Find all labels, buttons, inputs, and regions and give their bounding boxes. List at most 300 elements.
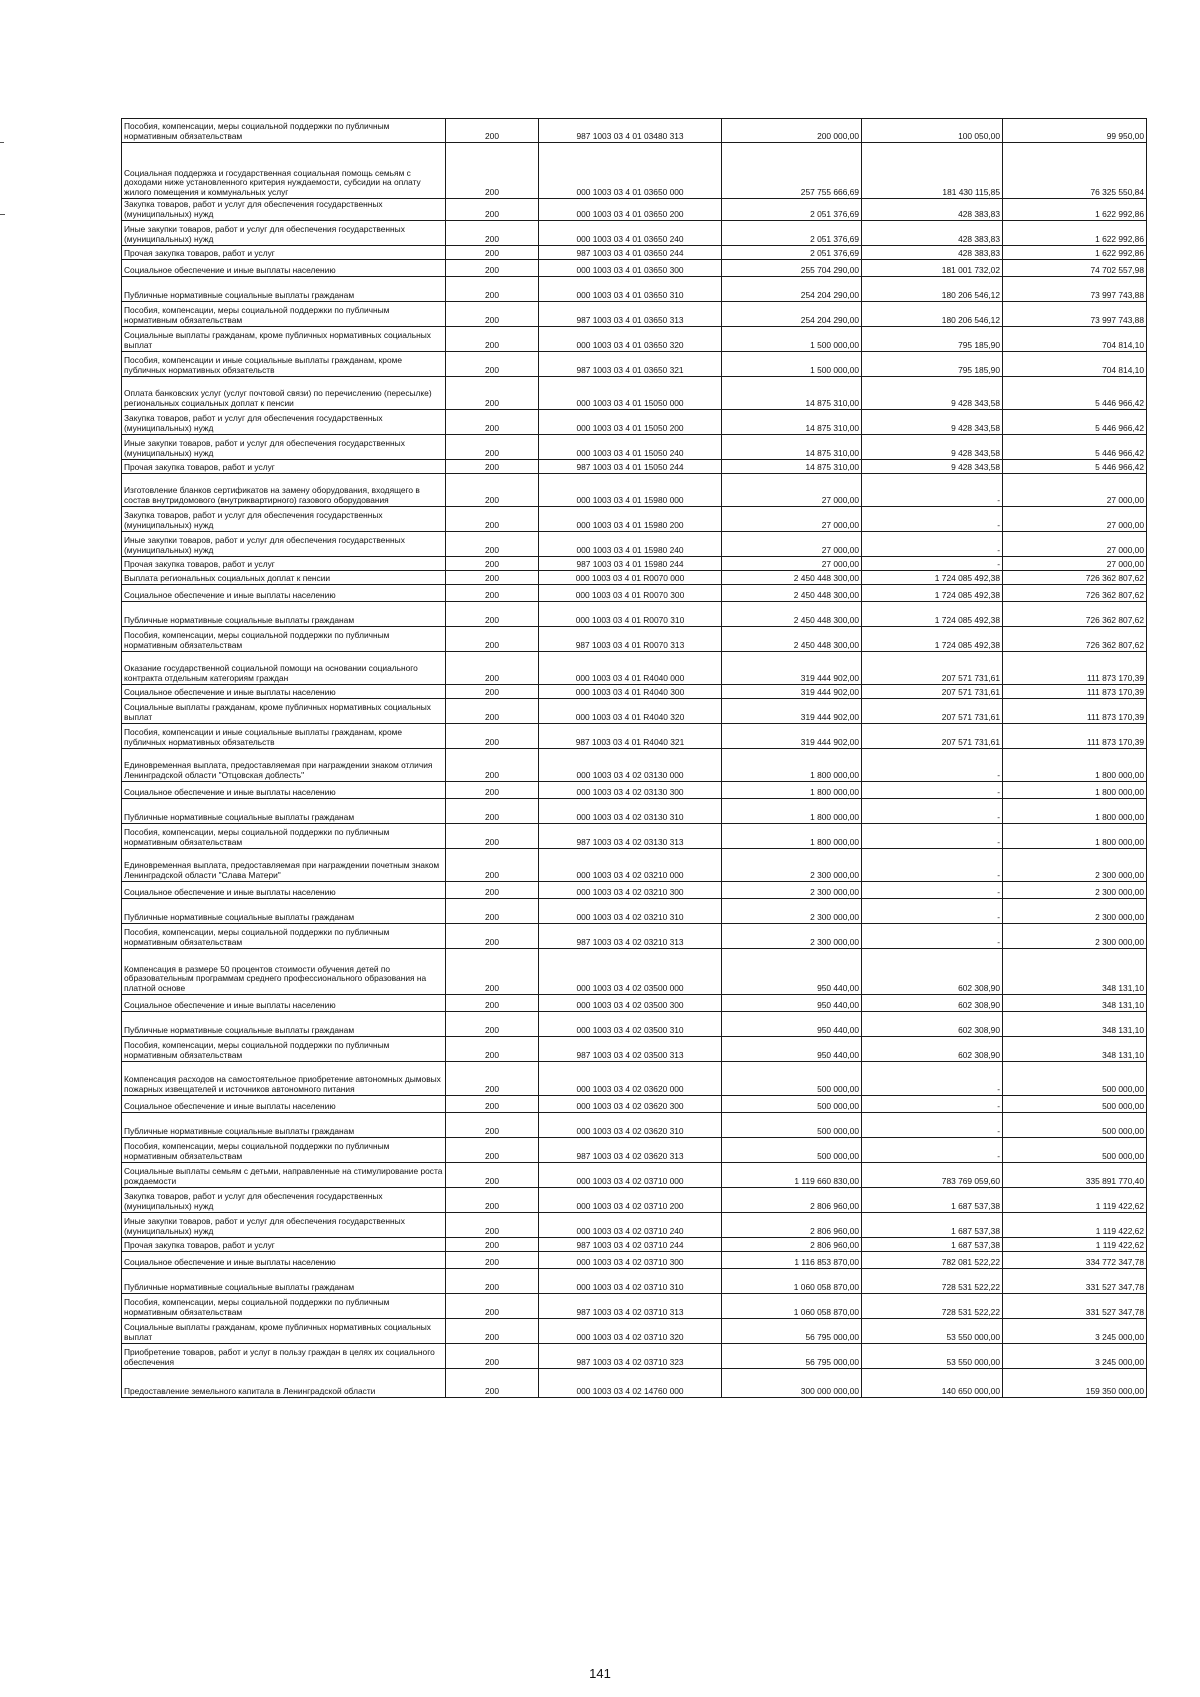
- row-name: Пособия, компенсации, меры социальной поддержки по публичным нормативным обязательствам: [122, 1138, 446, 1163]
- row-classification-code: 987 1003 03 4 01 03650 313: [539, 302, 722, 327]
- row-approved-amount: 2 300 000,00: [722, 882, 862, 899]
- row-name: Приобретение товаров, работ и услуг в пользу граждан в целях их социального обеспечения: [122, 1344, 446, 1369]
- table-row: [122, 260, 1147, 277]
- row-unexecuted-amount: 726 362 807,62: [1003, 602, 1147, 627]
- row-line-code: 200: [446, 1319, 539, 1344]
- row-executed-amount: 1 687 537,38: [862, 1188, 1003, 1213]
- row-unexecuted-amount: 2 300 000,00: [1003, 849, 1147, 882]
- table-row: [122, 532, 1147, 557]
- row-unexecuted-amount: 5 446 966,42: [1003, 460, 1147, 474]
- row-approved-amount: 56 795 000,00: [722, 1344, 862, 1369]
- row-approved-amount: 254 204 290,00: [722, 302, 862, 327]
- row-name: Социальная поддержка и государственная социальная помощь семьям с доходами ниже установленного критерия нуждаемости, субсидии на оплату жилого помещения и коммунальных услуг: [122, 143, 446, 199]
- row-line-code: 200: [446, 1062, 539, 1096]
- table-row: [122, 882, 1147, 899]
- row-line-code: 200: [446, 277, 539, 302]
- row-name: Предоставление земельного капитала в Ленинградской области: [122, 1369, 446, 1398]
- table-row: [122, 1096, 1147, 1113]
- row-executed-amount: 783 769 059,60: [862, 1163, 1003, 1188]
- row-name: Единовременная выплата, предоставляемая при награждении знаком отличия Ленинградской области "Отцовская доблесть": [122, 749, 446, 782]
- row-classification-code: 000 1003 03 4 01 R0070 310: [539, 602, 722, 627]
- row-unexecuted-amount: 2 300 000,00: [1003, 899, 1147, 924]
- row-line-code: 200: [446, 1138, 539, 1163]
- row-name: Иные закупки товаров, работ и услуг для обеспечения государственных (муниципальных) нужд: [122, 1213, 446, 1238]
- table-row: [122, 685, 1147, 699]
- row-executed-amount: 9 428 343,58: [862, 435, 1003, 460]
- row-name: Прочая закупка товаров, работ и услуг: [122, 246, 446, 260]
- table-row: [122, 724, 1147, 749]
- row-name: Публичные нормативные социальные выплаты гражданам: [122, 1269, 446, 1294]
- row-executed-amount: 1 724 085 492,38: [862, 627, 1003, 652]
- row-unexecuted-amount: 726 362 807,62: [1003, 627, 1147, 652]
- row-approved-amount: 319 444 902,00: [722, 724, 862, 749]
- table-row: [122, 460, 1147, 474]
- row-name: Оплата банковских услуг (услуг почтовой связи) по перечислению (пересылке) региональных социальных доплат к пенсии: [122, 377, 446, 410]
- table-row: [122, 924, 1147, 949]
- table-row: [122, 699, 1147, 724]
- row-executed-amount: 207 571 731,61: [862, 652, 1003, 685]
- table-row: [122, 327, 1147, 352]
- row-approved-amount: 2 300 000,00: [722, 924, 862, 949]
- row-unexecuted-amount: 726 362 807,62: [1003, 585, 1147, 602]
- row-name: Пособия, компенсации, меры социальной поддержки по публичным нормативным обязательствам: [122, 1294, 446, 1319]
- row-classification-code: 000 1003 03 4 02 03620 300: [539, 1096, 722, 1113]
- row-classification-code: 000 1003 03 4 02 03710 300: [539, 1252, 722, 1269]
- row-classification-code: 000 1003 03 4 02 03620 000: [539, 1062, 722, 1096]
- table-row: [122, 995, 1147, 1012]
- row-line-code: 200: [446, 1269, 539, 1294]
- row-unexecuted-amount: 111 873 170,39: [1003, 724, 1147, 749]
- row-classification-code: 000 1003 03 4 01 15050 200: [539, 410, 722, 435]
- table-row: [122, 799, 1147, 824]
- row-name: Прочая закупка товаров, работ и услуг: [122, 557, 446, 571]
- row-unexecuted-amount: 5 446 966,42: [1003, 377, 1147, 410]
- row-unexecuted-amount: 726 362 807,62: [1003, 571, 1147, 585]
- row-approved-amount: 319 444 902,00: [722, 652, 862, 685]
- row-executed-amount: 100 050,00: [862, 119, 1003, 143]
- row-name: Прочая закупка товаров, работ и услуг: [122, 460, 446, 474]
- row-name: Оказание государственной социальной помощи на основании социального контракта отдельным категориям граждан: [122, 652, 446, 685]
- row-classification-code: 000 1003 03 4 01 R4040 300: [539, 685, 722, 699]
- row-line-code: 200: [446, 1369, 539, 1398]
- row-executed-amount: 602 308,90: [862, 949, 1003, 995]
- row-approved-amount: 257 755 666,69: [722, 143, 862, 199]
- row-line-code: 200: [446, 924, 539, 949]
- row-line-code: 200: [446, 699, 539, 724]
- row-classification-code: 000 1003 03 4 01 03650 300: [539, 260, 722, 277]
- scan-mark: [0, 142, 4, 143]
- row-classification-code: 987 1003 03 4 02 03710 244: [539, 1238, 722, 1252]
- row-approved-amount: 2 300 000,00: [722, 849, 862, 882]
- row-executed-amount: -: [862, 849, 1003, 882]
- row-approved-amount: 1 800 000,00: [722, 799, 862, 824]
- row-executed-amount: 1 687 537,38: [862, 1238, 1003, 1252]
- row-classification-code: 987 1003 03 4 02 03710 313: [539, 1294, 722, 1319]
- row-executed-amount: -: [862, 749, 1003, 782]
- row-unexecuted-amount: 3 245 000,00: [1003, 1319, 1147, 1344]
- row-approved-amount: 1 119 660 830,00: [722, 1163, 862, 1188]
- table-row: [122, 585, 1147, 602]
- row-line-code: 200: [446, 1294, 539, 1319]
- row-classification-code: 987 1003 03 4 02 03710 323: [539, 1344, 722, 1369]
- row-unexecuted-amount: 331 527 347,78: [1003, 1269, 1147, 1294]
- row-approved-amount: 14 875 310,00: [722, 460, 862, 474]
- row-name: Единовременная выплата, предоставляемая при награждении почетным знаком Ленинградской области "Слава Матери": [122, 849, 446, 882]
- row-unexecuted-amount: 5 446 966,42: [1003, 435, 1147, 460]
- table-row: [122, 782, 1147, 799]
- row-approved-amount: 14 875 310,00: [722, 435, 862, 460]
- row-classification-code: 000 1003 03 4 01 03650 310: [539, 277, 722, 302]
- row-name: Пособия, компенсации, меры социальной поддержки по публичным нормативным обязательствам: [122, 924, 446, 949]
- table-row: [122, 302, 1147, 327]
- row-classification-code: 000 1003 03 4 02 03210 300: [539, 882, 722, 899]
- row-executed-amount: 1 724 085 492,38: [862, 585, 1003, 602]
- row-line-code: 200: [446, 1163, 539, 1188]
- row-approved-amount: 254 204 290,00: [722, 277, 862, 302]
- table-row: [122, 602, 1147, 627]
- row-unexecuted-amount: 5 446 966,42: [1003, 410, 1147, 435]
- row-executed-amount: -: [862, 924, 1003, 949]
- table-row: [122, 246, 1147, 260]
- budget-table-page: [121, 118, 1146, 1398]
- table-row: [122, 949, 1147, 995]
- row-line-code: 200: [446, 260, 539, 277]
- table-row: [122, 352, 1147, 377]
- row-classification-code: 000 1003 03 4 01 R4040 000: [539, 652, 722, 685]
- table-row: [122, 1252, 1147, 1269]
- row-unexecuted-amount: 704 814,10: [1003, 327, 1147, 352]
- row-approved-amount: 200 000,00: [722, 119, 862, 143]
- row-line-code: 200: [446, 246, 539, 260]
- table-row: [122, 221, 1147, 246]
- row-name: Социальные выплаты гражданам, кроме публичных нормативных социальных выплат: [122, 699, 446, 724]
- table-row: [122, 1138, 1147, 1163]
- row-approved-amount: 255 704 290,00: [722, 260, 862, 277]
- row-approved-amount: 1 116 853 870,00: [722, 1252, 862, 1269]
- row-classification-code: 987 1003 03 4 02 03210 313: [539, 924, 722, 949]
- row-name: Иные закупки товаров, работ и услуг для обеспечения государственных (муниципальных) нужд: [122, 435, 446, 460]
- row-line-code: 200: [446, 507, 539, 532]
- row-approved-amount: 500 000,00: [722, 1138, 862, 1163]
- table-row: [122, 119, 1147, 143]
- row-approved-amount: 1 800 000,00: [722, 749, 862, 782]
- table-row: [122, 1269, 1147, 1294]
- row-line-code: 200: [446, 119, 539, 143]
- row-approved-amount: 2 806 960,00: [722, 1213, 862, 1238]
- row-unexecuted-amount: 1 119 422,62: [1003, 1213, 1147, 1238]
- row-name: Компенсация в размере 50 процентов стоимости обучения детей по образовательным программам среднего профессионального образования на платной основе: [122, 949, 446, 995]
- row-classification-code: 987 1003 03 4 01 03480 313: [539, 119, 722, 143]
- row-name: Закупка товаров, работ и услуг для обеспечения государственных (муниципальных) нужд: [122, 410, 446, 435]
- row-approved-amount: 2 051 376,69: [722, 246, 862, 260]
- table-row: [122, 899, 1147, 924]
- row-executed-amount: -: [862, 474, 1003, 507]
- row-approved-amount: 56 795 000,00: [722, 1319, 862, 1344]
- row-unexecuted-amount: 1 119 422,62: [1003, 1238, 1147, 1252]
- table-row: [122, 749, 1147, 782]
- row-unexecuted-amount: 704 814,10: [1003, 352, 1147, 377]
- row-line-code: 200: [446, 1188, 539, 1213]
- row-unexecuted-amount: 3 245 000,00: [1003, 1344, 1147, 1369]
- row-approved-amount: 1 800 000,00: [722, 824, 862, 849]
- row-approved-amount: 2 806 960,00: [722, 1238, 862, 1252]
- row-executed-amount: 180 206 546,12: [862, 302, 1003, 327]
- row-unexecuted-amount: 348 131,10: [1003, 995, 1147, 1012]
- row-approved-amount: 14 875 310,00: [722, 410, 862, 435]
- row-unexecuted-amount: 500 000,00: [1003, 1096, 1147, 1113]
- row-line-code: 200: [446, 724, 539, 749]
- row-classification-code: 000 1003 03 4 01 15980 000: [539, 474, 722, 507]
- row-unexecuted-amount: 27 000,00: [1003, 474, 1147, 507]
- row-executed-amount: 207 571 731,61: [862, 724, 1003, 749]
- row-classification-code: 000 1003 03 4 01 R0070 300: [539, 585, 722, 602]
- row-executed-amount: -: [862, 1096, 1003, 1113]
- row-name: Социальное обеспечение и иные выплаты населению: [122, 1096, 446, 1113]
- row-name: Компенсация расходов на самостоятельное приобретение автономных дымовых пожарных извещателей и источников автономного питания: [122, 1062, 446, 1096]
- row-line-code: 200: [446, 995, 539, 1012]
- row-name: Социальное обеспечение и иные выплаты населению: [122, 260, 446, 277]
- row-classification-code: 987 1003 03 4 01 R4040 321: [539, 724, 722, 749]
- row-executed-amount: 602 308,90: [862, 1012, 1003, 1037]
- row-unexecuted-amount: 1 800 000,00: [1003, 749, 1147, 782]
- row-classification-code: 000 1003 03 4 01 15050 000: [539, 377, 722, 410]
- row-approved-amount: 950 440,00: [722, 1012, 862, 1037]
- row-name: Пособия, компенсации, меры социальной поддержки по публичным нормативным обязательствам: [122, 824, 446, 849]
- row-classification-code: 987 1003 03 4 01 03650 244: [539, 246, 722, 260]
- row-classification-code: 000 1003 03 4 02 03710 000: [539, 1163, 722, 1188]
- row-executed-amount: -: [862, 1138, 1003, 1163]
- row-unexecuted-amount: 159 350 000,00: [1003, 1369, 1147, 1398]
- row-unexecuted-amount: 76 325 550,84: [1003, 143, 1147, 199]
- row-name: Пособия, компенсации и иные социальные выплаты гражданам, кроме публичных нормативных обязательств: [122, 724, 446, 749]
- row-classification-code: 000 1003 03 4 01 15050 240: [539, 435, 722, 460]
- table-row: [122, 474, 1147, 507]
- row-unexecuted-amount: 500 000,00: [1003, 1138, 1147, 1163]
- row-executed-amount: 180 206 546,12: [862, 277, 1003, 302]
- table-row: [122, 1037, 1147, 1062]
- row-approved-amount: 500 000,00: [722, 1113, 862, 1138]
- page-number: 141: [589, 1666, 611, 1681]
- row-classification-code: 987 1003 03 4 01 R0070 313: [539, 627, 722, 652]
- row-unexecuted-amount: 348 131,10: [1003, 1037, 1147, 1062]
- row-approved-amount: 300 000 000,00: [722, 1369, 862, 1398]
- row-executed-amount: 428 383,83: [862, 246, 1003, 260]
- table-row: [122, 1188, 1147, 1213]
- row-approved-amount: 2 300 000,00: [722, 899, 862, 924]
- row-line-code: 200: [446, 327, 539, 352]
- row-line-code: 200: [446, 221, 539, 246]
- row-name: Пособия, компенсации, меры социальной поддержки по публичным нормативным обязательствам: [122, 1037, 446, 1062]
- row-approved-amount: 14 875 310,00: [722, 377, 862, 410]
- row-approved-amount: 2 051 376,69: [722, 221, 862, 246]
- row-name: Пособия, компенсации, меры социальной поддержки по публичным нормативным обязательствам: [122, 302, 446, 327]
- budget-execution-table: [121, 118, 1147, 1398]
- table-row: [122, 849, 1147, 882]
- row-name: Социальные выплаты гражданам, кроме публичных нормативных социальных выплат: [122, 327, 446, 352]
- row-name: Иные закупки товаров, работ и услуг для обеспечения государственных (муниципальных) нужд: [122, 532, 446, 557]
- row-classification-code: 000 1003 03 4 02 03620 310: [539, 1113, 722, 1138]
- row-executed-amount: 9 428 343,58: [862, 460, 1003, 474]
- row-executed-amount: 53 550 000,00: [862, 1319, 1003, 1344]
- table-row: [122, 557, 1147, 571]
- row-line-code: 200: [446, 199, 539, 221]
- row-classification-code: 987 1003 03 4 02 03500 313: [539, 1037, 722, 1062]
- row-classification-code: 000 1003 03 4 01 15980 200: [539, 507, 722, 532]
- table-row: [122, 435, 1147, 460]
- row-classification-code: 000 1003 03 4 02 03500 000: [539, 949, 722, 995]
- row-line-code: 200: [446, 1252, 539, 1269]
- table-row: [122, 571, 1147, 585]
- table-body: [122, 119, 1147, 1398]
- table-row: [122, 1319, 1147, 1344]
- table-row: [122, 1213, 1147, 1238]
- row-classification-code: 000 1003 03 4 01 03650 320: [539, 327, 722, 352]
- row-unexecuted-amount: 1 800 000,00: [1003, 824, 1147, 849]
- row-line-code: 200: [446, 949, 539, 995]
- row-line-code: 200: [446, 1213, 539, 1238]
- row-line-code: 200: [446, 532, 539, 557]
- row-name: Публичные нормативные социальные выплаты гражданам: [122, 602, 446, 627]
- row-line-code: 200: [446, 460, 539, 474]
- row-name: Социальные выплаты семьям с детьми, направленные на стимулирование роста рождаемости: [122, 1163, 446, 1188]
- table-row: [122, 1294, 1147, 1319]
- row-executed-amount: 181 001 732,02: [862, 260, 1003, 277]
- row-classification-code: 000 1003 03 4 01 03650 200: [539, 199, 722, 221]
- row-line-code: 200: [446, 882, 539, 899]
- row-name: Социальное обеспечение и иные выплаты населению: [122, 782, 446, 799]
- row-approved-amount: 950 440,00: [722, 995, 862, 1012]
- row-classification-code: 000 1003 03 4 02 03500 310: [539, 1012, 722, 1037]
- table-row: [122, 199, 1147, 221]
- table-row: [122, 277, 1147, 302]
- row-line-code: 200: [446, 782, 539, 799]
- row-classification-code: 000 1003 03 4 01 03650 000: [539, 143, 722, 199]
- row-unexecuted-amount: 348 131,10: [1003, 949, 1147, 995]
- row-approved-amount: 2 450 448 300,00: [722, 585, 862, 602]
- row-classification-code: 000 1003 03 4 02 03500 300: [539, 995, 722, 1012]
- table-row: [122, 1344, 1147, 1369]
- row-executed-amount: 9 428 343,58: [862, 377, 1003, 410]
- row-unexecuted-amount: 111 873 170,39: [1003, 699, 1147, 724]
- row-name: Социальное обеспечение и иные выплаты населению: [122, 882, 446, 899]
- row-name: Закупка товаров, работ и услуг для обеспечения государственных (муниципальных) нужд: [122, 507, 446, 532]
- row-executed-amount: 1 687 537,38: [862, 1213, 1003, 1238]
- row-executed-amount: -: [862, 1113, 1003, 1138]
- table-row: [122, 377, 1147, 410]
- row-executed-amount: 207 571 731,61: [862, 685, 1003, 699]
- row-unexecuted-amount: 1 622 992,86: [1003, 221, 1147, 246]
- table-row: [122, 410, 1147, 435]
- row-executed-amount: 9 428 343,58: [862, 410, 1003, 435]
- row-unexecuted-amount: 111 873 170,39: [1003, 652, 1147, 685]
- row-approved-amount: 1 500 000,00: [722, 327, 862, 352]
- row-classification-code: 987 1003 03 4 02 03620 313: [539, 1138, 722, 1163]
- row-line-code: 200: [446, 585, 539, 602]
- row-approved-amount: 27 000,00: [722, 474, 862, 507]
- row-line-code: 200: [446, 377, 539, 410]
- row-approved-amount: 319 444 902,00: [722, 699, 862, 724]
- row-classification-code: 000 1003 03 4 02 03210 000: [539, 849, 722, 882]
- row-name: Публичные нормативные социальные выплаты гражданам: [122, 277, 446, 302]
- row-name: Выплата региональных социальных доплат к пенсии: [122, 571, 446, 585]
- row-name: Иные закупки товаров, работ и услуг для обеспечения государственных (муниципальных) нужд: [122, 221, 446, 246]
- row-executed-amount: -: [862, 882, 1003, 899]
- table-row: [122, 652, 1147, 685]
- row-approved-amount: 319 444 902,00: [722, 685, 862, 699]
- row-classification-code: 000 1003 03 4 02 14760 000: [539, 1369, 722, 1398]
- row-executed-amount: 53 550 000,00: [862, 1344, 1003, 1369]
- row-unexecuted-amount: 111 873 170,39: [1003, 685, 1147, 699]
- row-classification-code: 987 1003 03 4 02 03130 313: [539, 824, 722, 849]
- row-classification-code: 000 1003 03 4 02 03130 300: [539, 782, 722, 799]
- row-unexecuted-amount: 74 702 557,98: [1003, 260, 1147, 277]
- row-name: Закупка товаров, работ и услуг для обеспечения государственных (муниципальных) нужд: [122, 1188, 446, 1213]
- row-unexecuted-amount: 99 950,00: [1003, 119, 1147, 143]
- row-line-code: 200: [446, 1344, 539, 1369]
- table-row: [122, 507, 1147, 532]
- table-row: [122, 1238, 1147, 1252]
- row-line-code: 200: [446, 302, 539, 327]
- row-classification-code: 000 1003 03 4 02 03710 240: [539, 1213, 722, 1238]
- row-classification-code: 000 1003 03 4 01 03650 240: [539, 221, 722, 246]
- row-executed-amount: 795 185,90: [862, 327, 1003, 352]
- row-unexecuted-amount: 27 000,00: [1003, 507, 1147, 532]
- row-name: Изготовление бланков сертификатов на замену оборудования, входящего в состав внутридомового (внутриквартирного) газового оборудования: [122, 474, 446, 507]
- row-line-code: 200: [446, 557, 539, 571]
- row-classification-code: 000 1003 03 4 02 03210 310: [539, 899, 722, 924]
- row-classification-code: 000 1003 03 4 01 R4040 320: [539, 699, 722, 724]
- row-approved-amount: 2 806 960,00: [722, 1188, 862, 1213]
- table-row: [122, 1012, 1147, 1037]
- row-executed-amount: -: [862, 532, 1003, 557]
- row-executed-amount: 428 383,83: [862, 221, 1003, 246]
- row-name: Публичные нормативные социальные выплаты гражданам: [122, 899, 446, 924]
- row-executed-amount: 728 531 522,22: [862, 1294, 1003, 1319]
- row-unexecuted-amount: 334 772 347,78: [1003, 1252, 1147, 1269]
- row-unexecuted-amount: 335 891 770,40: [1003, 1163, 1147, 1188]
- row-approved-amount: 2 450 448 300,00: [722, 627, 862, 652]
- row-line-code: 200: [446, 1238, 539, 1252]
- row-name: Закупка товаров, работ и услуг для обеспечения государственных (муниципальных) нужд: [122, 199, 446, 221]
- row-unexecuted-amount: 2 300 000,00: [1003, 882, 1147, 899]
- row-unexecuted-amount: 1 800 000,00: [1003, 799, 1147, 824]
- row-name: Пособия, компенсации и иные социальные выплаты гражданам, кроме публичных нормативных обязательств: [122, 352, 446, 377]
- row-approved-amount: 2 051 376,69: [722, 199, 862, 221]
- row-executed-amount: -: [862, 782, 1003, 799]
- row-executed-amount: 207 571 731,61: [862, 699, 1003, 724]
- row-approved-amount: 1 500 000,00: [722, 352, 862, 377]
- table-row: [122, 1113, 1147, 1138]
- row-line-code: 200: [446, 849, 539, 882]
- row-line-code: 200: [446, 352, 539, 377]
- row-line-code: 200: [446, 435, 539, 460]
- row-approved-amount: 1 060 058 870,00: [722, 1269, 862, 1294]
- row-approved-amount: 2 450 448 300,00: [722, 602, 862, 627]
- row-executed-amount: 782 081 522,22: [862, 1252, 1003, 1269]
- row-unexecuted-amount: 348 131,10: [1003, 1012, 1147, 1037]
- row-executed-amount: 602 308,90: [862, 995, 1003, 1012]
- row-executed-amount: 428 383,83: [862, 199, 1003, 221]
- row-classification-code: 000 1003 03 4 01 R0070 000: [539, 571, 722, 585]
- row-line-code: 200: [446, 474, 539, 507]
- table-row: [122, 1062, 1147, 1096]
- row-name: Социальное обеспечение и иные выплаты населению: [122, 995, 446, 1012]
- row-executed-amount: -: [862, 799, 1003, 824]
- table-row: [122, 824, 1147, 849]
- row-line-code: 200: [446, 824, 539, 849]
- row-classification-code: 000 1003 03 4 02 03710 200: [539, 1188, 722, 1213]
- row-name: Публичные нормативные социальные выплаты гражданам: [122, 1113, 446, 1138]
